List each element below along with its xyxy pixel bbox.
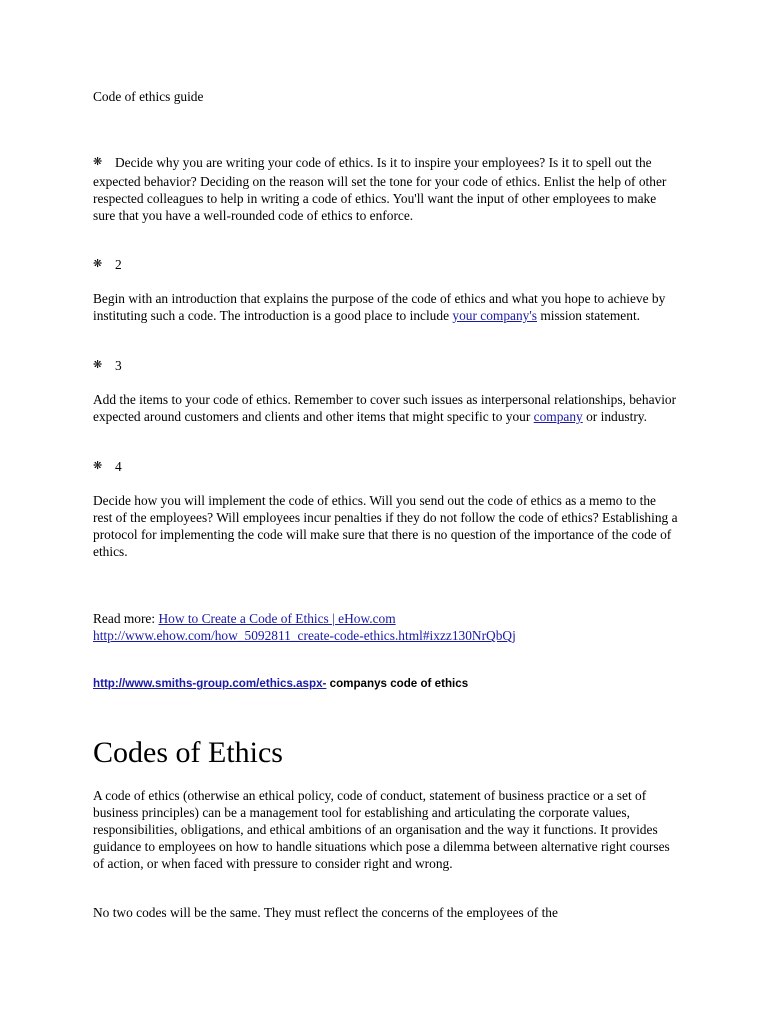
- step-3-marker: [93, 357, 678, 376]
- ehow-url-link[interactable]: http://www.ehow.com/how_5092811_create-code-ethics.html#ixzz130NrQbQj: [93, 628, 516, 643]
- step-3-paragraph: [93, 391, 678, 425]
- bullet-icon: ❋: [93, 359, 103, 371]
- section-heading: Codes of Ethics: [93, 736, 283, 769]
- step-3-number: 3: [115, 358, 122, 373]
- step-3-text-before: Add the items to your code of ethics. Remember to cover such issues as interpersonal relationships, behavior expected around customers and clients and other items that might specific to your: [93, 392, 677, 424]
- step-2-paragraph: [93, 290, 678, 324]
- smiths-reference-text: companys code of ethics: [326, 677, 469, 690]
- step-4-marker: [93, 458, 678, 477]
- bullet-icon: ❋: [93, 258, 103, 270]
- smiths-group-link[interactable]: http://www.smiths-group.com/ethics.aspx-: [93, 677, 327, 690]
- step-2-marker: [93, 256, 678, 275]
- smiths-reference: [93, 675, 678, 692]
- your-company-link[interactable]: your company's: [452, 308, 537, 323]
- read-more-label: Read more:: [93, 611, 159, 626]
- step-1-text: Decide why you are writing your code of ethics. Is it to inspire your employees? Is it to spell out the expected behavior? Deciding on the reason will set the tone for your code of ethics. Enlist the help of other respected colleagues to help in writing a code of ethics. You'll want the input of other employees to make sure that you have a well-rounded code of ethics to enforce.: [93, 155, 667, 223]
- step-4-paragraph: Decide how you will implement the code of ethics. Will you send out the code of ethics as a memo to the rest of the employees? Will employees incur penalties if they do not follow the code of ethics? Establishing a protocol for implementing the code will make sure that there is no question of the importance of the code of ethics.: [93, 493, 678, 559]
- ehow-title-link[interactable]: How to Create a Code of Ethics | eHow.com: [158, 611, 396, 626]
- codes-paragraph-2: No two codes will be the same. They must reflect the concerns of the employees of the: [93, 905, 558, 920]
- document-title: Code of ethics guide: [93, 89, 204, 104]
- read-more: [93, 610, 678, 644]
- bullet-icon: ❋: [93, 156, 103, 168]
- codes-paragraph-1: A code of ethics (otherwise an ethical policy, code of conduct, statement of business practice or a set of business principles) can be a management tool for establishing and articulating the corporate values, responsibilities, obligations, and ethical ambitions of an organisation and the way it functions. It provides guidance to employees on how to handle situations which pose a dilemma between alternative right courses of action, or when faced with pressure to consider right and wrong.: [93, 788, 670, 871]
- step-2-text-after: mission statement.: [536, 308, 641, 323]
- step-4-number: 4: [115, 459, 122, 474]
- step-1-paragraph: [93, 154, 678, 224]
- step-2-number: 2: [115, 257, 122, 272]
- bullet-icon: ❋: [93, 460, 103, 472]
- step-2-text-before: Begin with an introduction that explains the purpose of the code of ethics and what you hope to achieve by instituting such a code. The introduction is a good place to include: [93, 291, 666, 323]
- step-3-text-after: or industry.: [582, 409, 647, 424]
- company-link[interactable]: company: [533, 409, 583, 424]
